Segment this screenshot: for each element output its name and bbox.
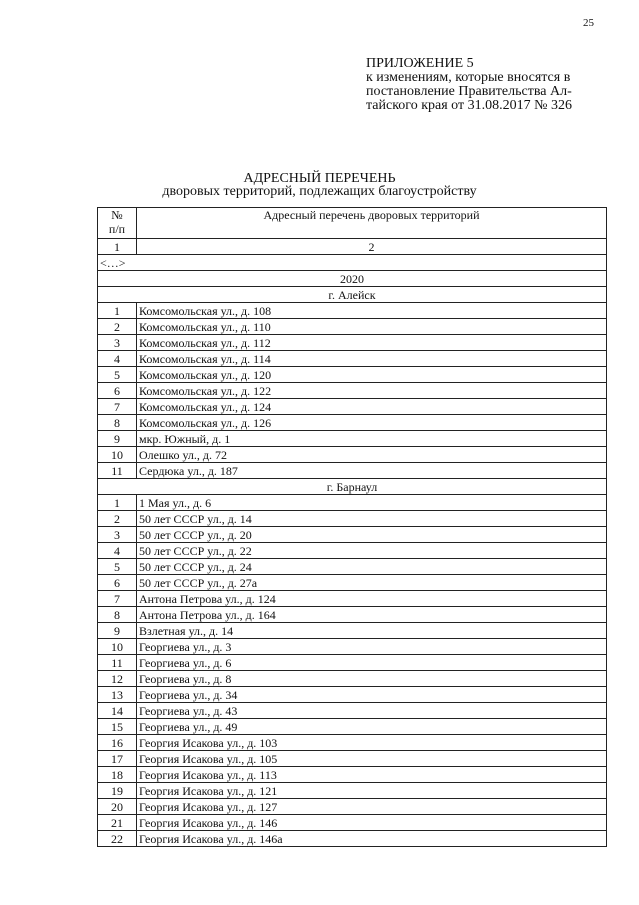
- address-table: [97, 207, 607, 847]
- appendix-block: [366, 57, 572, 113]
- row-address: Георгиева ул., д. 8: [137, 671, 607, 687]
- row-number: 7: [98, 399, 137, 415]
- row-address: 50 лет СССР ул., д. 24: [137, 559, 607, 575]
- row-number: 20: [98, 799, 137, 815]
- table-row: [98, 463, 607, 479]
- appendix-line: к изменениям, которые вносятся в: [366, 70, 571, 85]
- header-num-label: п/п: [108, 222, 126, 236]
- row-number: 11: [98, 463, 137, 479]
- row-number: 8: [98, 415, 137, 431]
- table-row: [98, 559, 607, 575]
- table-row: [98, 639, 607, 655]
- row-number: 21: [98, 815, 137, 831]
- table-row: [98, 399, 607, 415]
- row-address: Комсомольская ул., д. 122: [137, 383, 607, 399]
- row-number: 14: [98, 703, 137, 719]
- row-number: 17: [98, 751, 137, 767]
- row-number: 1: [98, 495, 137, 511]
- table-row: [98, 383, 607, 399]
- column-index-row: [98, 239, 607, 255]
- header-num-label: №: [111, 208, 123, 222]
- row-address: Антона Петрова ул., д. 124: [137, 591, 607, 607]
- appendix-line: постановление Правительства Ал-: [366, 84, 572, 99]
- table-row: [98, 607, 607, 623]
- row-address: Антона Петрова ул., д. 164: [137, 607, 607, 623]
- row-address: Георгия Исакова ул., д. 105: [137, 751, 607, 767]
- table-row: [98, 719, 607, 735]
- row-address: Георгия Исакова ул., д. 113: [137, 767, 607, 783]
- year-row: [98, 271, 607, 287]
- row-number: 2: [98, 511, 137, 527]
- row-number: 12: [98, 671, 137, 687]
- table-row: [98, 447, 607, 463]
- table-row: [98, 351, 607, 367]
- table-row: [98, 671, 607, 687]
- row-address: Георгиева ул., д. 49: [137, 719, 607, 735]
- row-address: Георгия Исакова ул., д. 146а: [137, 831, 607, 847]
- row-number: 3: [98, 527, 137, 543]
- row-address: мкр. Южный, д. 1: [137, 431, 607, 447]
- row-number: 5: [98, 367, 137, 383]
- row-address: 50 лет СССР ул., д. 20: [137, 527, 607, 543]
- table-row: [98, 767, 607, 783]
- row-address: Георгиева ул., д. 43: [137, 703, 607, 719]
- header-num-cell: [98, 208, 137, 239]
- page-number: 25: [583, 17, 594, 29]
- row-number: 9: [98, 623, 137, 639]
- row-number: 6: [98, 383, 137, 399]
- document-subtitle: дворовых территорий, подлежащих благоустройству: [162, 184, 477, 199]
- row-number: 10: [98, 447, 137, 463]
- row-address: 50 лет СССР ул., д. 14: [137, 511, 607, 527]
- table-row: [98, 511, 607, 527]
- row-address: 50 лет СССР ул., д. 27а: [137, 575, 607, 591]
- row-address: Георгия Исакова ул., д. 127: [137, 799, 607, 815]
- row-number: 16: [98, 735, 137, 751]
- table-row: [98, 735, 607, 751]
- city-header-row: [98, 479, 607, 495]
- row-address: Георгия Исакова ул., д. 103: [137, 735, 607, 751]
- table-row: [98, 303, 607, 319]
- appendix-line: тайского края от 31.08.2017 № 326: [366, 98, 572, 113]
- row-address: Комсомольская ул., д. 110: [137, 319, 607, 335]
- year-cell: 2020: [98, 271, 607, 287]
- table-row: [98, 687, 607, 703]
- row-number: 18: [98, 767, 137, 783]
- city-name: г. Алейск: [98, 287, 607, 303]
- row-address: Георгиева ул., д. 6: [137, 655, 607, 671]
- row-address: Георгиева ул., д. 34: [137, 687, 607, 703]
- table-row: [98, 831, 607, 847]
- ellipsis-cell: <…>: [98, 255, 607, 271]
- row-number: 7: [98, 591, 137, 607]
- city-name: г. Барнаул: [98, 479, 607, 495]
- row-address: Комсомольская ул., д. 112: [137, 335, 607, 351]
- row-number: 15: [98, 719, 137, 735]
- table-row: [98, 431, 607, 447]
- table-row: [98, 319, 607, 335]
- table-row: [98, 335, 607, 351]
- row-number: 10: [98, 639, 137, 655]
- row-number: 19: [98, 783, 137, 799]
- document-title: АДРЕСНЫЙ ПЕРЕЧЕНЬ: [243, 171, 396, 186]
- ellipsis-row: [98, 255, 607, 271]
- row-number: 13: [98, 687, 137, 703]
- row-number: 3: [98, 335, 137, 351]
- table-row: [98, 575, 607, 591]
- row-address: Олешко ул., д. 72: [137, 447, 607, 463]
- row-number: 4: [98, 351, 137, 367]
- table-row: [98, 703, 607, 719]
- row-number: 6: [98, 575, 137, 591]
- row-address: Георгия Исакова ул., д. 146: [137, 815, 607, 831]
- row-address: Комсомольская ул., д. 126: [137, 415, 607, 431]
- row-number: 4: [98, 543, 137, 559]
- row-address: Комсомольская ул., д. 108: [137, 303, 607, 319]
- row-number: 2: [98, 319, 137, 335]
- table-row: [98, 799, 607, 815]
- header-address-cell: Адресный перечень дворовых территорий: [137, 208, 607, 239]
- row-number: 5: [98, 559, 137, 575]
- table-row: [98, 527, 607, 543]
- table-row: [98, 367, 607, 383]
- table-row: [98, 783, 607, 799]
- appendix-title: ПРИЛОЖЕНИЕ 5: [366, 56, 474, 71]
- table-row: [98, 623, 607, 639]
- column-index-address: 2: [137, 239, 607, 255]
- row-number: 11: [98, 655, 137, 671]
- row-number: 1: [98, 303, 137, 319]
- table-row: [98, 543, 607, 559]
- row-address: Комсомольская ул., д. 124: [137, 399, 607, 415]
- row-address: 1 Мая ул., д. 6: [137, 495, 607, 511]
- row-address: Взлетная ул., д. 14: [137, 623, 607, 639]
- table-row: [98, 655, 607, 671]
- row-address: Сердюка ул., д. 187: [137, 463, 607, 479]
- row-address: 50 лет СССР ул., д. 22: [137, 543, 607, 559]
- address-table-body: [98, 208, 607, 847]
- table-row: [98, 751, 607, 767]
- row-address: Георгиева ул., д. 3: [137, 639, 607, 655]
- column-index-num: 1: [98, 239, 137, 255]
- table-row: [98, 591, 607, 607]
- table-row: [98, 815, 607, 831]
- row-number: 9: [98, 431, 137, 447]
- row-address: Георгия Исакова ул., д. 121: [137, 783, 607, 799]
- row-number: 8: [98, 607, 137, 623]
- row-address: Комсомольская ул., д. 114: [137, 351, 607, 367]
- table-row: [98, 415, 607, 431]
- city-header-row: [98, 287, 607, 303]
- table-header-row: [98, 208, 607, 239]
- table-row: [98, 495, 607, 511]
- row-address: Комсомольская ул., д. 120: [137, 367, 607, 383]
- row-number: 22: [98, 831, 137, 847]
